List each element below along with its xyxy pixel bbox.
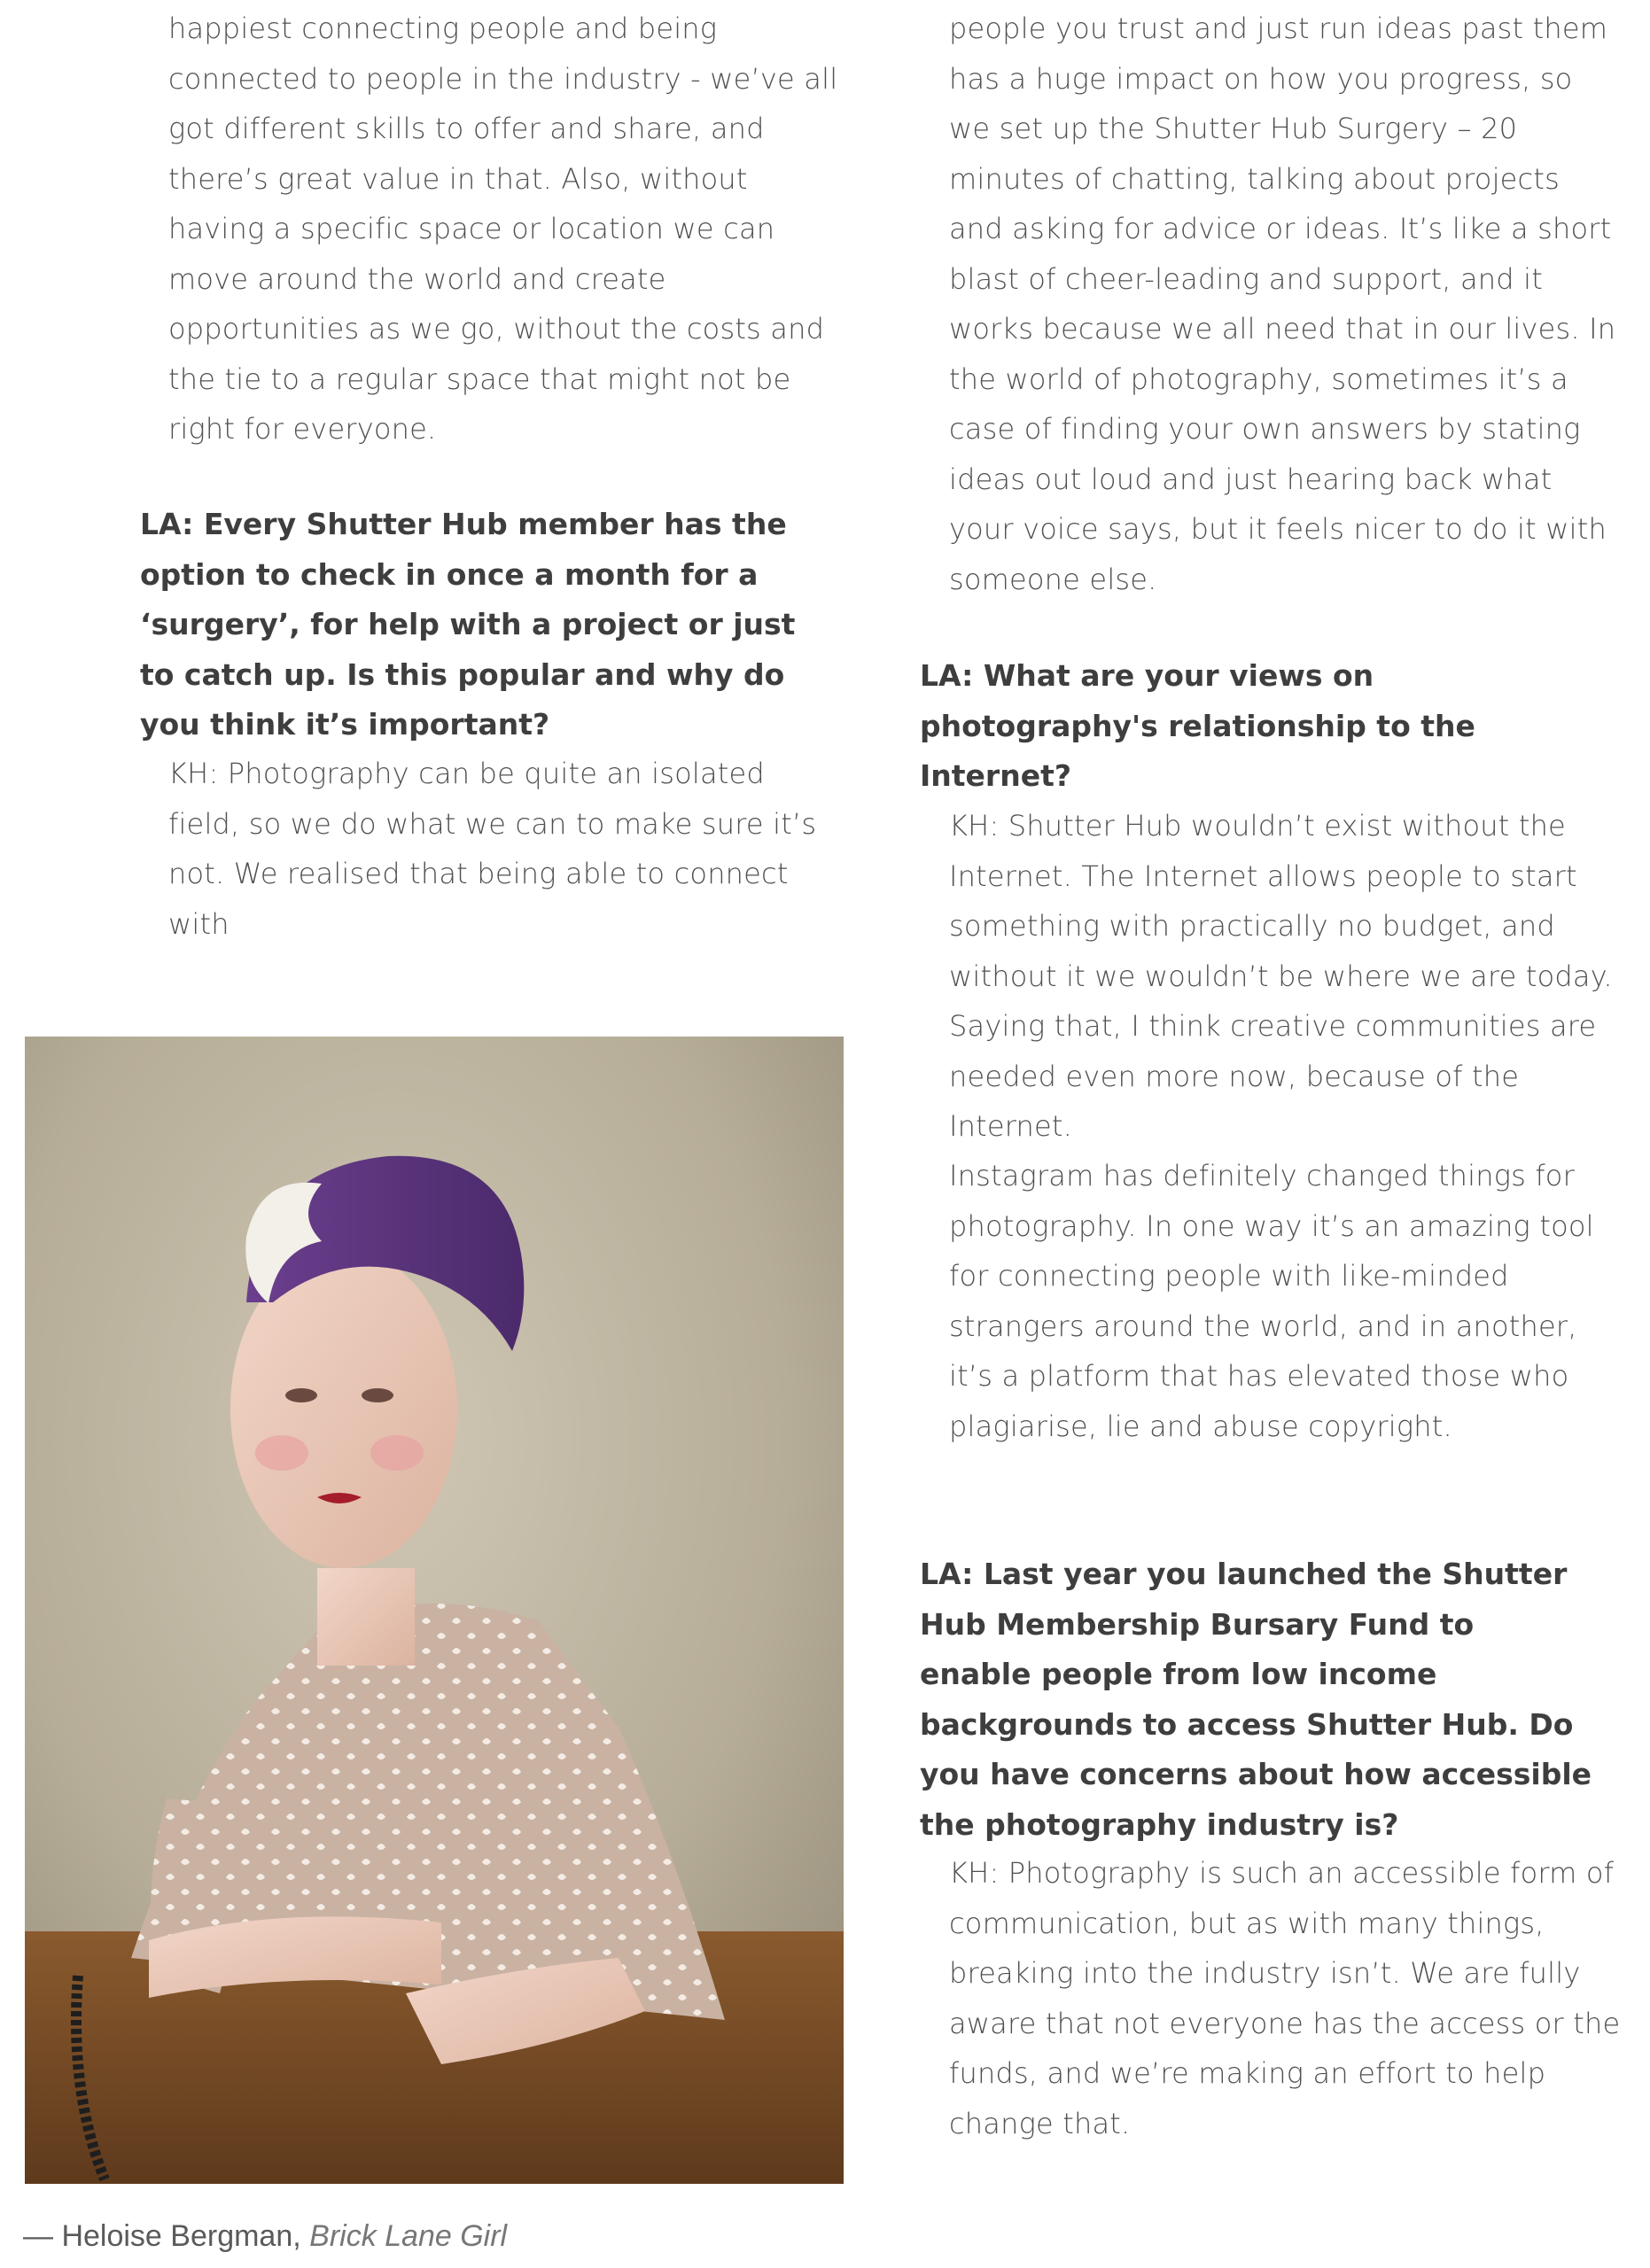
photo-caption: [23, 2215, 507, 2257]
question-bursary: LA: Last year you launched the Shutter Hub Membership Bursary Fund to enable people from low income backgrounds to access Shutter Hub. Do you have concerns about how accessible the photography industry is?: [920, 1557, 1592, 1842]
question-internet: LA: What are your views on photography's relationship to the Internet?: [920, 658, 1475, 793]
answer-surgery-start: KH: Photography can be quite an isolated field, so we do what we can to make sure it’s not. We realised that being able to connect with: [168, 757, 817, 941]
caption-credit: — Heloise Bergman,: [23, 2219, 310, 2253]
answer-internet-p2: Instagram has definitely changed things for photography. In one way it’s an amazing tool for connecting people with like-minded strangers around the world, and in another, it’s a platform that has elevated those who plagiarise, lie and abuse copyright.: [949, 1159, 1594, 1443]
photo-brick-lane-girl: [25, 1037, 844, 2184]
caption-title: Brick Lane Girl: [309, 2219, 508, 2253]
answer-internet-p1: KH: Shutter Hub wouldn’t exist without the Internet. The Internet allows people to start something with practically no budget, and without it we wouldn’t be where we are today. Saying that, I think creative communities are needed even more now, because of the Internet.: [949, 809, 1613, 1143]
question-surgery: LA: Every Shutter Hub member has the option to check in once a month for a ‘surgery’, for help with a project or just to catch up. Is this popular and why do you think it’s important?: [140, 507, 796, 742]
answer-continued: happiest connecting people and being connected to people in the industry - we’ve all got different skills to offer and share, and there’s great value in that. Also, without having a specific space or location we can move around the world and create opportunities as we go, without the costs and the tie to a regular space that might not be right for everyone.: [168, 12, 838, 446]
answer-bursary: KH: Photography is such an accessible form of communication, but as with many things, breaking into the industry isn’t. We are fully aware that not everyone has the access or the funds, and we’re making an effort to help change that.: [949, 1856, 1621, 2140]
answer-surgery-end: people you trust and just run ideas past them has a huge impact on how you progress, so we set up the Shutter Hub Surgery – 20 minutes of chatting, talking about projects and asking for advice or ideas. It’s like a short blast of cheer-leading and support, and it works because we all need that in our lives. In the world of photography, sometimes it’s a case of finding your own answers by stating ideas out loud and just hearing back what your voice says, but it feels nicer to do it with someone else.: [949, 12, 1616, 596]
